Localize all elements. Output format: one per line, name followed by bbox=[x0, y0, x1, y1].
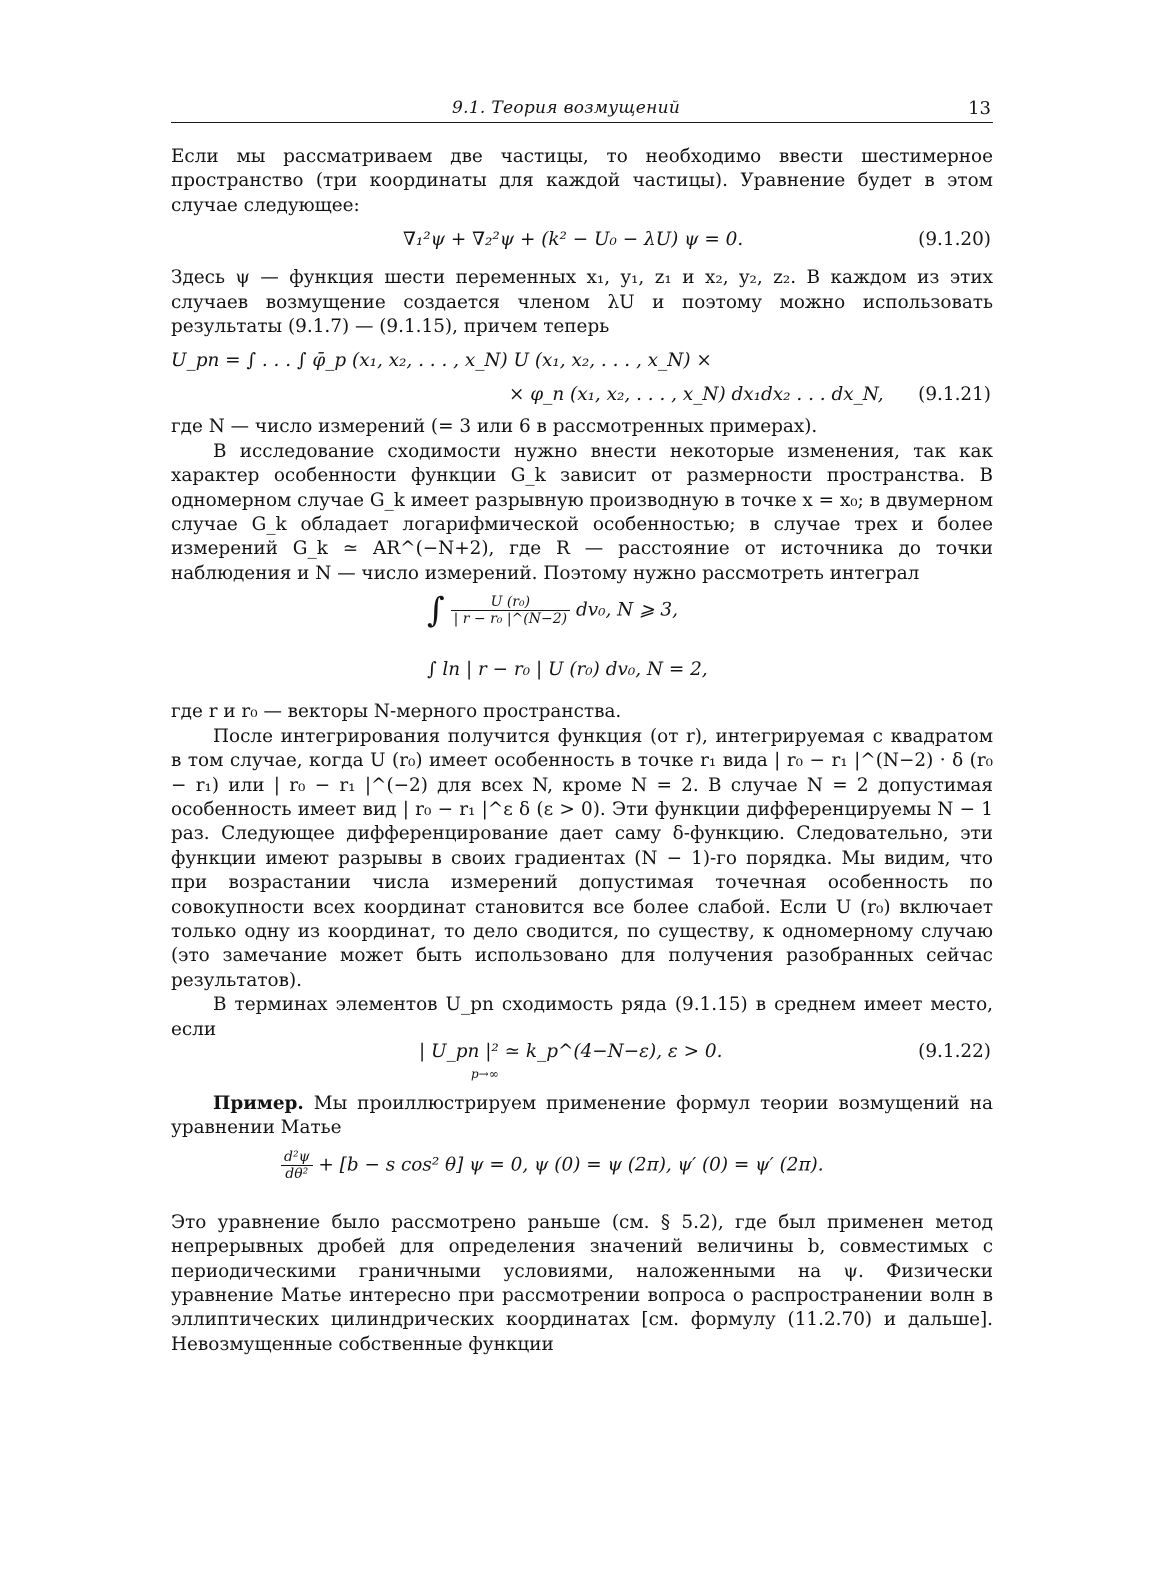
running-header bbox=[171, 98, 993, 123]
integral-n-ge-3 bbox=[171, 590, 993, 648]
fraction bbox=[281, 1149, 313, 1182]
equation-formula: × φ_n (x₁, x₂, . . . , x_N) dx₁dx₂ . . . dx_N, bbox=[509, 384, 884, 406]
paragraph-3: где N — число измерений (= 3 или 6 в рассмотренных примерах). bbox=[171, 416, 818, 438]
equation-number: (9.1.20) bbox=[918, 229, 991, 251]
fraction-denominator: | r − r₀ |^(N−2) bbox=[453, 611, 568, 628]
equation-9-1-20 bbox=[171, 222, 993, 262]
equation-formula bbox=[281, 1149, 824, 1182]
equation-9-1-21-line-2 bbox=[171, 377, 993, 411]
page-body bbox=[171, 145, 993, 1357]
fraction-denominator: dθ² bbox=[285, 1165, 309, 1182]
paragraph-6: После интегрирования получится функция (от r), интегрируемая с квадратом в том случае, когда U (r₀) имеет особенность в точке r₁ вида | r₀ − r₁ |^(N−2) · δ (r₀ − r₁) или | r₀ − r₁ |^(−2) для всех N, кроме N = 2. В случае N = 2 допустимая особенность имеет вид | r₀ − r₁ |^ε δ (ε > 0). Эти функции дифференцируемы N − 1 раз. Следующее дифференцирование дает саму δ-функцию. Следовательно, эти функции имеют разрывы в своих градиентах (N − 1)-го порядка. Мы видим, что при возрастании числа измерений допустимая точечная особенность по совокупности всех координат становится все более слабой. Если U (r₀) включает только одну из координат, то дело сводится, по существу, к одномерному случаю (это замечание может быть использовано для получения разобранных сейчас результатов). bbox=[171, 725, 993, 991]
paragraph-1: Если мы рассматриваем две частицы, то необходимо ввести шестимерное пространство (три координаты для каждой частицы). Уравнение будет в этом случае следующее: bbox=[171, 146, 993, 216]
equation-tail: + [b − s cos² θ] ψ = 0, ψ (0) = ψ (2π), ψ′ (0) = ψ′ (2π). bbox=[318, 1154, 824, 1176]
equation-formula: ∇₁²ψ + ∇₂²ψ + (k² − U₀ − λU) ψ = 0. bbox=[403, 229, 744, 251]
example-paragraph bbox=[171, 1092, 993, 1141]
limit-subscript: p→∞ bbox=[471, 1066, 499, 1081]
equation-number: (9.1.21) bbox=[918, 384, 991, 406]
equation-9-1-22 bbox=[171, 1040, 993, 1082]
paragraph-4: В исследование сходимости нужно внести некоторые изменения, так как характер особенности функции G_k зависит от размерности пространства. В одномерном случае G_k имеет разрывную производную в точке x = x₀; в двумерном случае G_k обладает логарифмической особенностью; в случае трех и более измерений G_k ≃ AR^(−N+2), где R — расстояние от источника до точки наблюдения и N — число измерений. Поэтому нужно рассмотреть интеграл bbox=[171, 440, 993, 584]
equation-number: (9.1.22) bbox=[918, 1040, 991, 1062]
fraction-numerator: d²ψ bbox=[281, 1149, 313, 1166]
equation-formula: | U_pn |² ≃ k_p^(4−N−ε), ε > 0. bbox=[419, 1040, 723, 1062]
equation-formula: ∫ ln | r − r₀ | U (r₀) dv₀, N = 2, bbox=[427, 659, 708, 681]
integral-sign-icon: ∫ bbox=[427, 590, 445, 631]
equation-formula bbox=[427, 590, 678, 631]
paragraph-5: где r и r₀ — векторы N-мерного пространства. bbox=[171, 701, 622, 723]
equation-9-1-21-line-1 bbox=[171, 343, 993, 373]
equation-tail: dv₀, N ⩾ 3, bbox=[575, 599, 678, 621]
fraction-numerator: U (r₀) bbox=[451, 594, 571, 611]
page-number: 13 bbox=[968, 98, 991, 119]
integral-n-eq-2 bbox=[171, 652, 993, 696]
example-text: Мы проиллюстрируем применение формул теории возмущений на уравнении Матье bbox=[171, 1092, 993, 1139]
fraction bbox=[451, 594, 571, 627]
equation-formula: U_pn = ∫ . . . ∫ φ̄_p (x₁, x₂, . . . , x_N) U (x₁, x₂, . . . , x_N) × bbox=[171, 350, 712, 372]
paragraph-9: Это уравнение было рассмотрено раньше (см. § 5.2), где был применен метод непрерывных дробей для определения значений величины b, совместимых с периодическими граничными условиями, наложенными на ψ. Физически уравнение Матье интересно при рассмотрении вопроса о распространении волн в эллиптических цилиндрических координатах [см. формулу (11.2.70) и дальше]. Невозмущенные собственные функции bbox=[171, 1211, 993, 1355]
mathieu-equation bbox=[171, 1147, 993, 1201]
section-title: 9.1. Теория возмущений bbox=[452, 98, 681, 118]
paragraph-2: Здесь ψ — функция шести переменных x₁, y₁, z₁ и x₂, y₂, z₂. В каждом из этих случаев возмущение создается членом λU и поэтому можно использовать результаты (9.1.7) — (9.1.15), причем теперь bbox=[171, 267, 993, 338]
paragraph-7: В терминах элементов U_pn сходимость ряда (9.1.15) в среднем имеет место, если bbox=[171, 994, 993, 1040]
example-label: Пример. bbox=[213, 1092, 304, 1114]
